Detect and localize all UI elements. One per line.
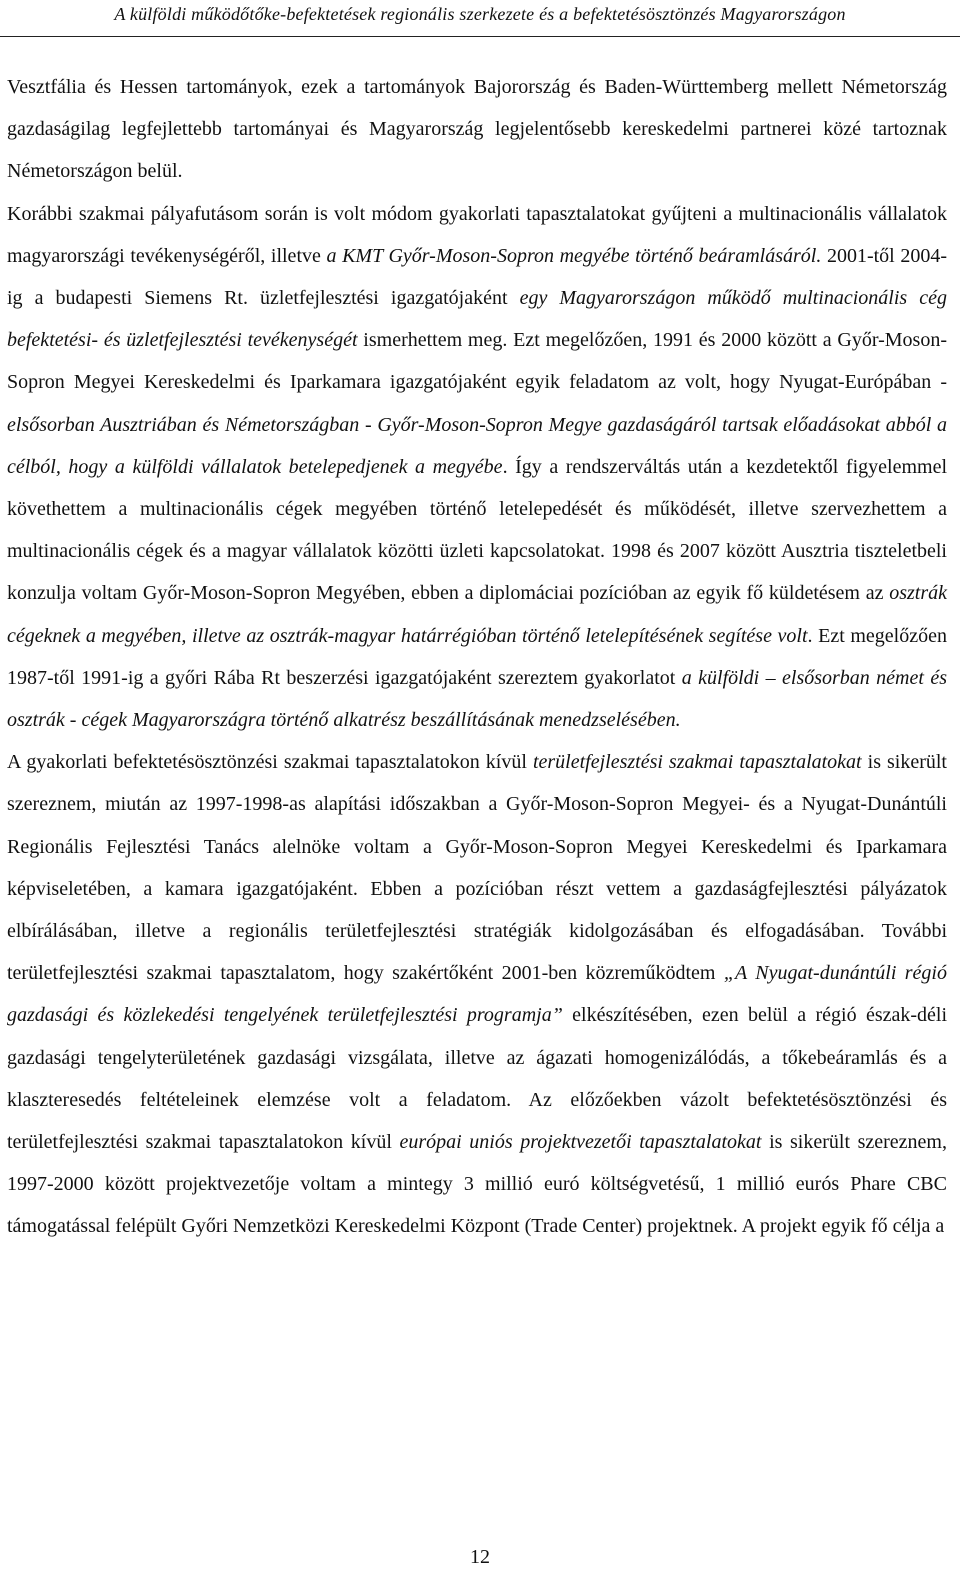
text-run: . Így a rendszerváltás után a kezdetektől figyelemmel követhettem a multinacionális cégek megyében történő letelepedését és működését, illetve szervezhettem a multinacionális cégek és a magyar vállalatok közötti üzleti kapcsolatokat. 1998 és 2007 között Ausztria tiszteletbeli konzulja voltam Győr-Moson-Sopron Megyében, ebben a diplomáciai pozícióban az egyik fő küldetésem az [7, 455, 948, 605]
emphasis-run: európai uniós projektvezetői tapasztalatokat [399, 1131, 762, 1154]
text-run: is sikerült szereznem, miután az 1997-1998-as alapítási időszakban a Győr-Moson-Sopron Megyei- és a Nyugat-Dunántúli Regionális Fejlesztési Tanács alelnöke voltam a Győr-Moson-Sopron Megyei Kereskedelmi és Iparkamara képviseletében, a kamara igazgatójaként. Ebben a pozícióban részt vettem a gazdaságfejlesztési pályázatok elbírálásában, illetve a regionális területfejlesztési stratégiák kidolgozásában és elfogadásában. További területfejlesztési szakmai tapasztalatom, hogy szakértőként 2001-ben közreműködtem [7, 751, 947, 985]
paragraph [7, 66, 947, 193]
text-run: A gyakorlati befektetésösztönzési szakmai tapasztalatokon kívül [7, 751, 533, 774]
text-run: ismerhettem meg. Ezt megelőzően, 1991 és 2000 között a Győr-Moson-Sopron Megyei Kereskedelmi és Iparkamara igazgatójaként egyik feladatom az volt, hogy Nyugat-Európában - [7, 329, 947, 394]
header-divider [0, 36, 960, 37]
emphasis-run: osztrák cégeknek a megyében, illetve az osztrák-magyar határrégióban történő letelepítésének segítése volt [7, 582, 947, 647]
emphasis-run: területfejlesztési szakmai tapasztalatokat [532, 751, 862, 774]
emphasis-run: a KMT Győr-Moson-Sopron megyébe történő beáramlásáról. [326, 244, 822, 267]
text-run: 2001-től 2004-ig a budapesti Siemens Rt. üzletfejlesztési igazgatójaként [7, 244, 947, 310]
paragraph [7, 193, 947, 742]
emphasis-run: a külföldi – elsősorban német és osztrák - cégek Magyarországra történő alkatrész beszállításának menedzselésében. [7, 666, 947, 732]
text-run: Vesztfália és Hessen tartományok, ezek a tartományok Bajorország és Baden-Württemberg mellett Németország gazdaságilag legfejlettebb tartományai és Magyarország legjelentősebb kereskedelmi partnerei közé tartoznak Németországon belül. [7, 76, 947, 183]
running-header-title: A külföldi működőtőke-befektetések regionális szerkezete és a befektetésösztönzés Magyarországon [114, 4, 846, 24]
text-run: elkészítésében, ezen belül a régió észak-déli gazdasági tengelyterületének gazdasági vizsgálata, illetve az ágazati homogenizálódás, a tőkebeáramlás és a klaszteresedés feltételeinek elemzése volt a feladatom. Az előzőekben vázolt befektetésösztönzési és területfejlesztési szakmai tapasztalatokon kívül [7, 1004, 948, 1154]
emphasis-run: egy Magyarországon működő multinacionális cég befektetési- és üzletfejlesztési tevékenységét [7, 287, 947, 352]
text-run: is sikerült szereznem, 1997-2000 között projektvezetője voltam a mintegy 3 millió euró költségvetésű, 1 millió eurós Phare CBC támogatással felépült Győri Nemzetközi Kereskedelmi Központ (Trade Center) projektnek. A projekt egyik fő célja a [7, 1131, 947, 1238]
paragraph [7, 741, 947, 1247]
document-body [7, 66, 947, 1248]
running-header [0, 0, 960, 27]
text-run: . Ezt megelőzően 1987-től 1991-ig a győri Rába Rt beszerzési igazgatójaként szereztem gyakorlatot [7, 624, 947, 689]
page-number: 12 [470, 1546, 490, 1568]
emphasis-run: „A Nyugat-dunántúli régió gazdasági és közlekedési tengelyének területfejlesztési programja” [7, 962, 947, 1027]
text-run: Korábbi szakmai pályafutásom során is volt módom gyakorlati tapasztalatokat gyűjteni a multinacionális vállalatok magyarországi tevékenységéről, illetve [7, 202, 947, 267]
emphasis-run: elsősorban Ausztriában és Németországban - Győr-Moson-Sopron Megye gazdaságáról tartsak előadásokat abból a célból, hogy a külföldi vállalatok betelepedjenek a megyébe [7, 413, 947, 478]
